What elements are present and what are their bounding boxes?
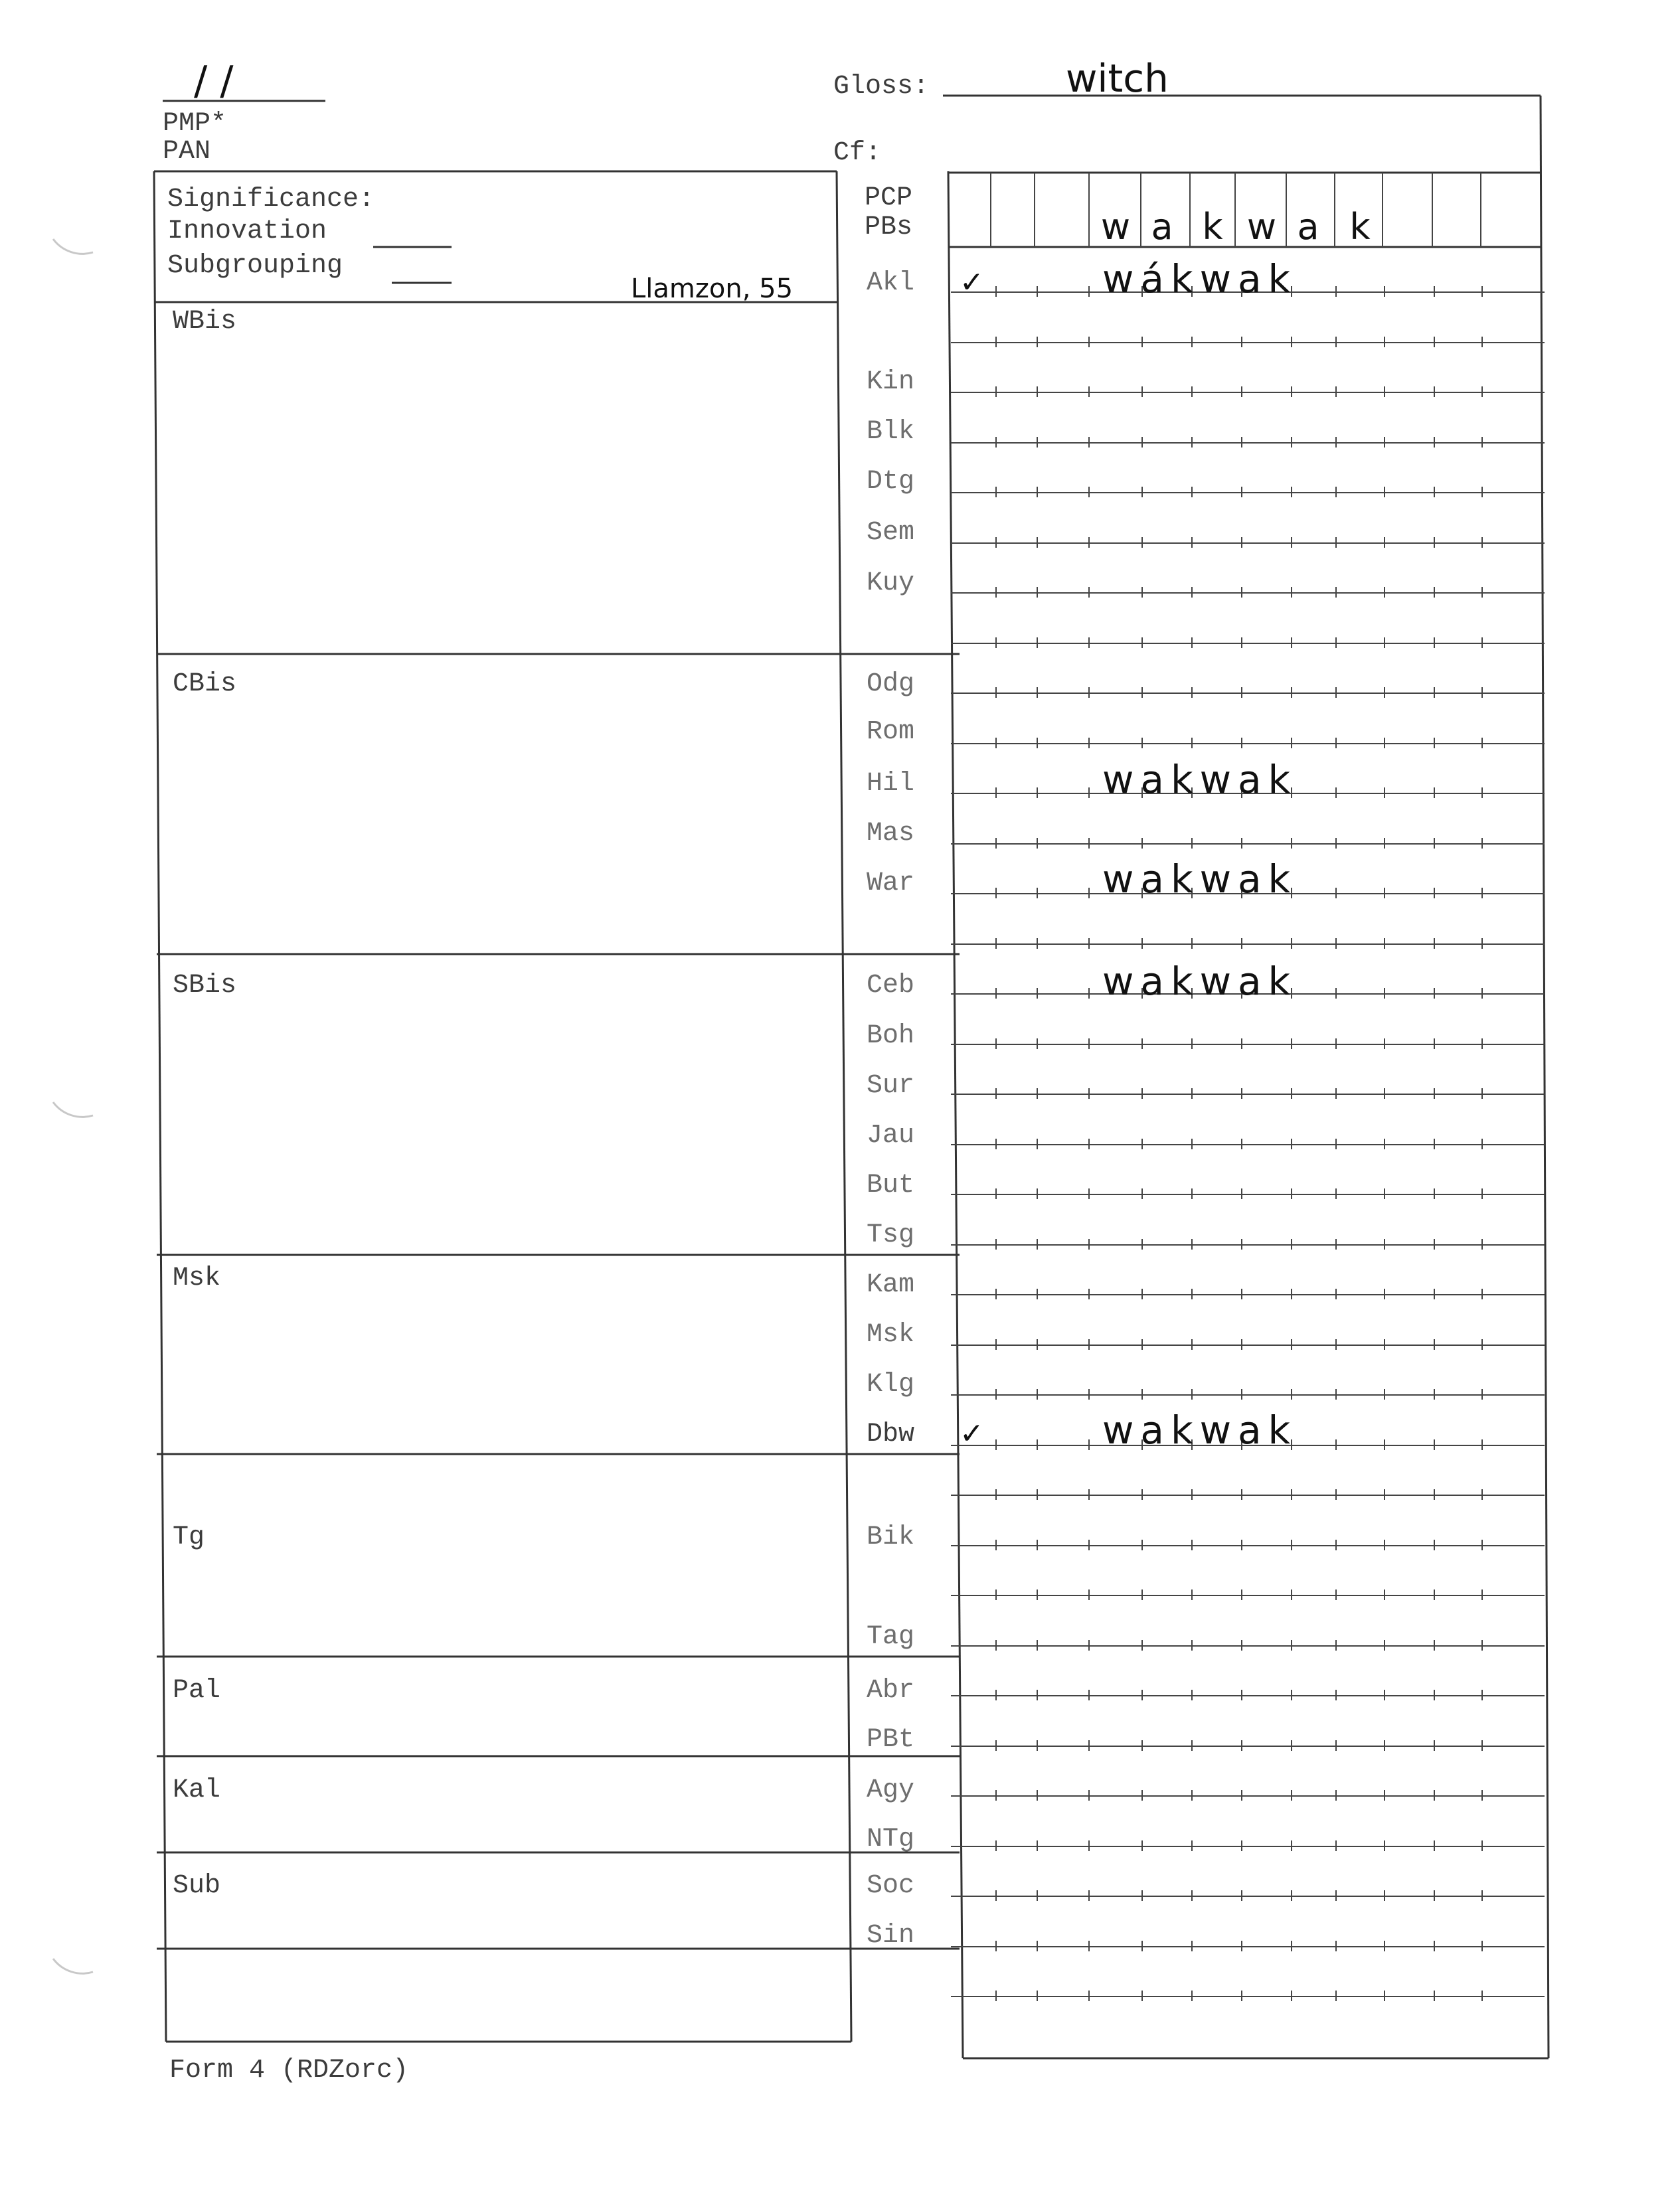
language-code-mas: Mas [867, 819, 915, 849]
language-code-akl: Akl [867, 268, 915, 298]
language-code-jau: Jau [867, 1121, 915, 1151]
pbs-form-letter: a [1297, 206, 1319, 248]
binder-hole-top [53, 239, 93, 254]
language-code-dbw: Dbw [867, 1420, 915, 1449]
divider-left [837, 171, 851, 2042]
frame-right [1541, 96, 1549, 2058]
subgrouping-label: Subgrouping [167, 251, 343, 281]
check-mark: ✓ [960, 1417, 984, 1451]
pbs-form-letter: w [1246, 206, 1277, 248]
language-code-blk: Blk [867, 417, 915, 447]
language-code-rom: Rom [867, 717, 915, 747]
pbs-form-letter: w [1100, 206, 1131, 248]
group-label: Pal [173, 1676, 221, 1706]
language-code-agy: Agy [867, 1775, 915, 1805]
group-dividers [157, 654, 960, 1949]
cf-label: Cf: [833, 138, 882, 168]
group-label: SBis [173, 971, 237, 1001]
language-code-klg: Klg [867, 1370, 915, 1400]
significance-label: Significance: [167, 185, 375, 214]
pbs-label: PBs [865, 212, 913, 242]
language-form-ceb: wakwak [1102, 959, 1298, 1004]
language-form-dbw: wakwak [1102, 1408, 1298, 1453]
language-code-bik: Bik [867, 1522, 915, 1552]
language-code-pbt: PBt [867, 1725, 915, 1755]
divider-right [948, 171, 963, 2058]
language-labels [867, 256, 1297, 1951]
source-citation: Llamzon, 55 [631, 274, 794, 304]
form-footer: Form 4 (RDZorc) [169, 2056, 409, 2085]
language-code-kam: Kam [867, 1270, 915, 1300]
pbs-form-letter: a [1151, 206, 1173, 248]
language-code-dtg: Dtg [867, 467, 915, 497]
group-label: Kal [173, 1775, 221, 1805]
language-code-ntg: NTg [867, 1825, 915, 1854]
pmp-label: PMP* [163, 109, 227, 139]
group-labels [173, 307, 236, 1901]
language-code-war: War [867, 868, 915, 898]
language-code-kuy: Kuy [867, 568, 915, 598]
frame-left [154, 171, 166, 2042]
language-code-boh: Boh [867, 1021, 915, 1051]
group-label: CBis [173, 669, 237, 699]
language-code-tsg: Tsg [867, 1220, 915, 1250]
language-code-sur: Sur [867, 1071, 915, 1101]
language-code-odg: Odg [867, 669, 915, 699]
entry-lines [951, 286, 1545, 2001]
language-code-abr: Abr [867, 1676, 915, 1706]
pan-label: PAN [163, 137, 211, 167]
binder-hole-middle [53, 1102, 93, 1117]
language-code-ceb: Ceb [867, 971, 915, 1001]
pbs-form-letter: k [1202, 206, 1223, 248]
check-mark: ✓ [960, 266, 984, 299]
binder-hole-bottom [53, 1959, 93, 1973]
language-code-soc: Soc [867, 1871, 915, 1901]
language-form-akl: wákwak [1102, 256, 1298, 301]
gloss-value: witch [1066, 56, 1169, 101]
pbs-form-letter: k [1349, 206, 1371, 248]
group-label: Sub [173, 1871, 221, 1901]
language-code-but: But [867, 1171, 915, 1200]
innovation-label: Innovation [167, 216, 327, 246]
group-label: WBis [173, 307, 237, 337]
language-code-tag: Tag [867, 1622, 915, 1652]
pcp-label: PCP [865, 183, 913, 213]
language-form-hil: wakwak [1102, 757, 1298, 802]
date-marks: / / [194, 58, 234, 104]
language-code-sem: Sem [867, 518, 915, 548]
pcp-cell-dividers [991, 173, 1481, 247]
gloss-label: Gloss: [833, 72, 930, 102]
language-code-sin: Sin [867, 1921, 915, 1951]
group-label: Msk [173, 1264, 221, 1293]
group-label: Tg [173, 1522, 205, 1552]
language-code-hil: Hil [867, 769, 915, 799]
language-form-war: wakwak [1102, 856, 1298, 902]
language-code-kin: Kin [867, 367, 915, 397]
language-code-msk: Msk [867, 1320, 915, 1350]
